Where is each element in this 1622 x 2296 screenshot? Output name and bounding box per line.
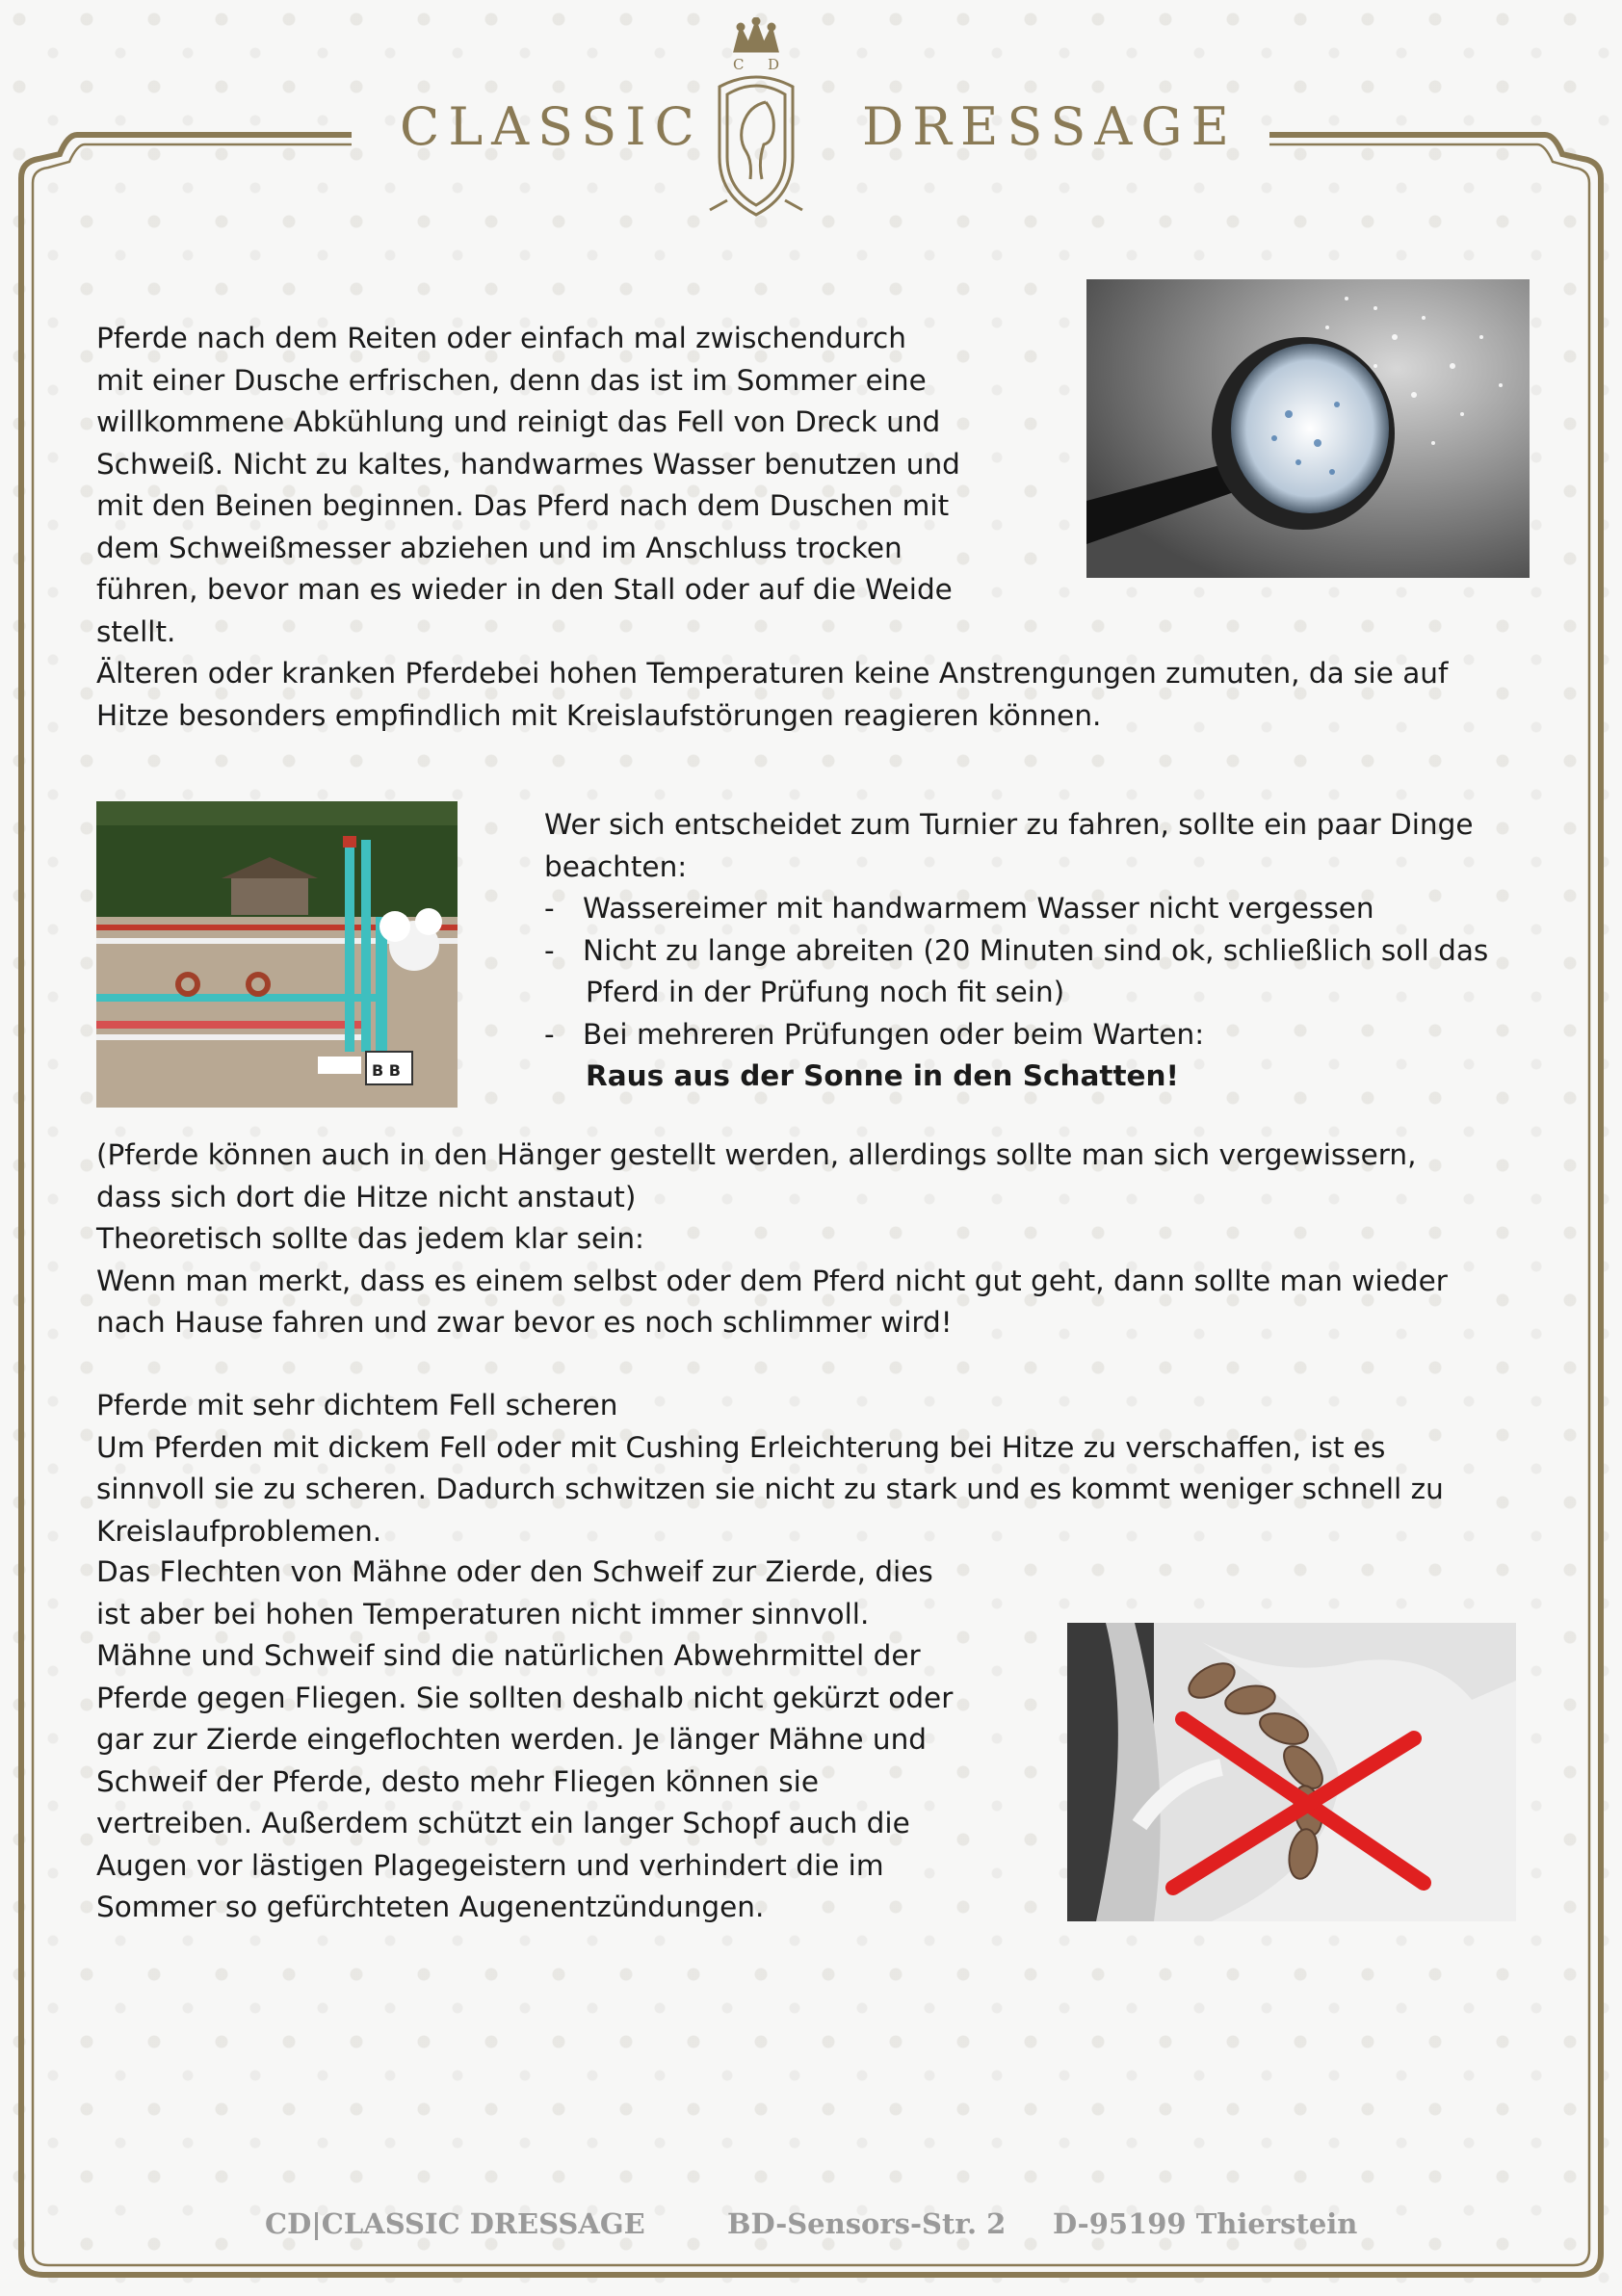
text-line: Augen vor lästigen Plagegeistern und verhindert die im [96,1848,884,1882]
text-line: Bei mehreren Prüfungen oder beim Warten: [583,1017,1205,1051]
brand-classic: CLASSIC [400,96,703,157]
text-line: Wenn man merkt, dass es einem selbst oder dem Pferd nicht gut geht, dann sollte man wieder [96,1264,1448,1297]
text-line: Pferde mit sehr dichtem Fell scheren [96,1389,618,1422]
text-line: Theoretisch sollte das jedem klar sein: [96,1222,644,1255]
text-line: mit einer Dusche erfrischen, denn das ist im Sommer eine [96,363,927,397]
text-line: Älteren oder kranken Pferdebei hohen Temperaturen keine Anstrengungen zumuten, da sie auf [96,657,1449,690]
text-line: Wer sich entscheidet zum Turnier zu fahren, sollte ein paar Dinge [544,808,1474,841]
crest-logo [698,17,814,224]
shower-paragraph [96,318,1021,653]
tournament-paragraph [544,804,1565,1098]
footer-company: CD|CLASSIC DRESSAGE [265,2207,645,2240]
shower-head-photo [1086,279,1530,578]
trailer-paragraph [96,1135,1580,1344]
list-item [544,930,1565,1014]
mane-paragraph [96,1552,1040,1929]
elderly-horses-paragraph [96,653,1560,737]
text-line: willkommene Abkühlung und reinigt das Fell von Dreck und [96,405,941,438]
text-line: Hitze besonders empfindlich mit Kreislaufstörungen reagieren können. [96,698,1102,732]
list-item [544,1014,1565,1098]
text-line: gar zur Zierde eingeflochten werden. Je länger Mähne und [96,1723,928,1756]
text-line: Pferde gegen Fliegen. Sie sollten deshalb nicht gekürzt oder [96,1681,954,1714]
text-line: Schweiß. Nicht zu kaltes, handwarmes Wasser benutzen und [96,447,960,481]
jump-sign-text: B B [372,1061,401,1080]
text-line: Um Pferden mit dickem Fell oder mit Cushing Erleichterung bei Hitze zu verschaffen, ist es [96,1430,1386,1464]
text-line: Kreislaufproblemen. [96,1514,382,1548]
text-line: Pferd in der Prüfung noch fit sein) [586,976,1065,1008]
footer-city: D-95199 Thierstein [1053,2207,1358,2240]
text-line: Raus aus der Sonne in den Schatten! [586,1059,1180,1092]
text-line: Wassereimer mit handwarmem Wasser nicht vergessen [583,892,1374,925]
bullet-marker: - [544,1017,555,1051]
braided-mane-photo [1067,1623,1516,1921]
text-line: mit den Beinen beginnen. Das Pferd nach dem Duschen mit [96,489,950,522]
text-line: dem Schweißmesser abziehen und im Anschluss trocken [96,531,903,564]
text-line: führen, bevor man es wieder in den Stall oder auf die Weide [96,573,953,606]
bullet-marker: - [544,892,555,925]
text-line: (Pferde können auch in den Hänger gestellt werden, allerdings sollte man sich vergewissern, [96,1138,1417,1171]
text-line: Nicht zu lange abreiten (20 Minuten sind ok, schließlich soll das [583,933,1489,967]
text-line: vertreiben. Außerdem schützt ein langer Schopf auch die [96,1807,910,1839]
bullet-marker: - [544,933,555,967]
text-line: Mähne und Schweif sind die natürlichen Abwehrmittel der [96,1639,921,1672]
text-line: sinnvoll sie zu scheren. Dadurch schwitzen sie nicht zu stark und es kommt weniger schnell zu [96,1473,1444,1505]
text-line: Sommer so gefürchteten Augenentzündungen. [96,1891,765,1923]
text-line: Das Flechten von Mähne oder den Schweif zur Zierde, dies [96,1555,933,1588]
footer-street: BD-Sensors-Str. 2 [727,2207,1007,2240]
text-line: dass sich dort die Hitze nicht anstaut) [96,1180,637,1213]
brand-dressage: DRESSAGE [862,96,1238,157]
text-line: beachten: [544,849,688,883]
text-line: nach Hause fahren und zwar bevor es noch schlimmer wird! [96,1306,953,1339]
clipping-paragraph [96,1385,1580,1552]
text-line: ist aber bei hohen Temperaturen nicht immer sinnvoll. [96,1597,870,1631]
list-item [544,888,1565,930]
svg-text:D: D [768,56,780,73]
text-line: Schweif der Pferde, desto mehr Fliegen können sie [96,1764,820,1798]
text-line: Pferde nach dem Reiten oder einfach mal zwischendurch [96,322,906,354]
text-line: stellt. [96,614,176,648]
show-jumping-photo [96,801,458,1108]
svg-text:C: C [733,56,745,73]
